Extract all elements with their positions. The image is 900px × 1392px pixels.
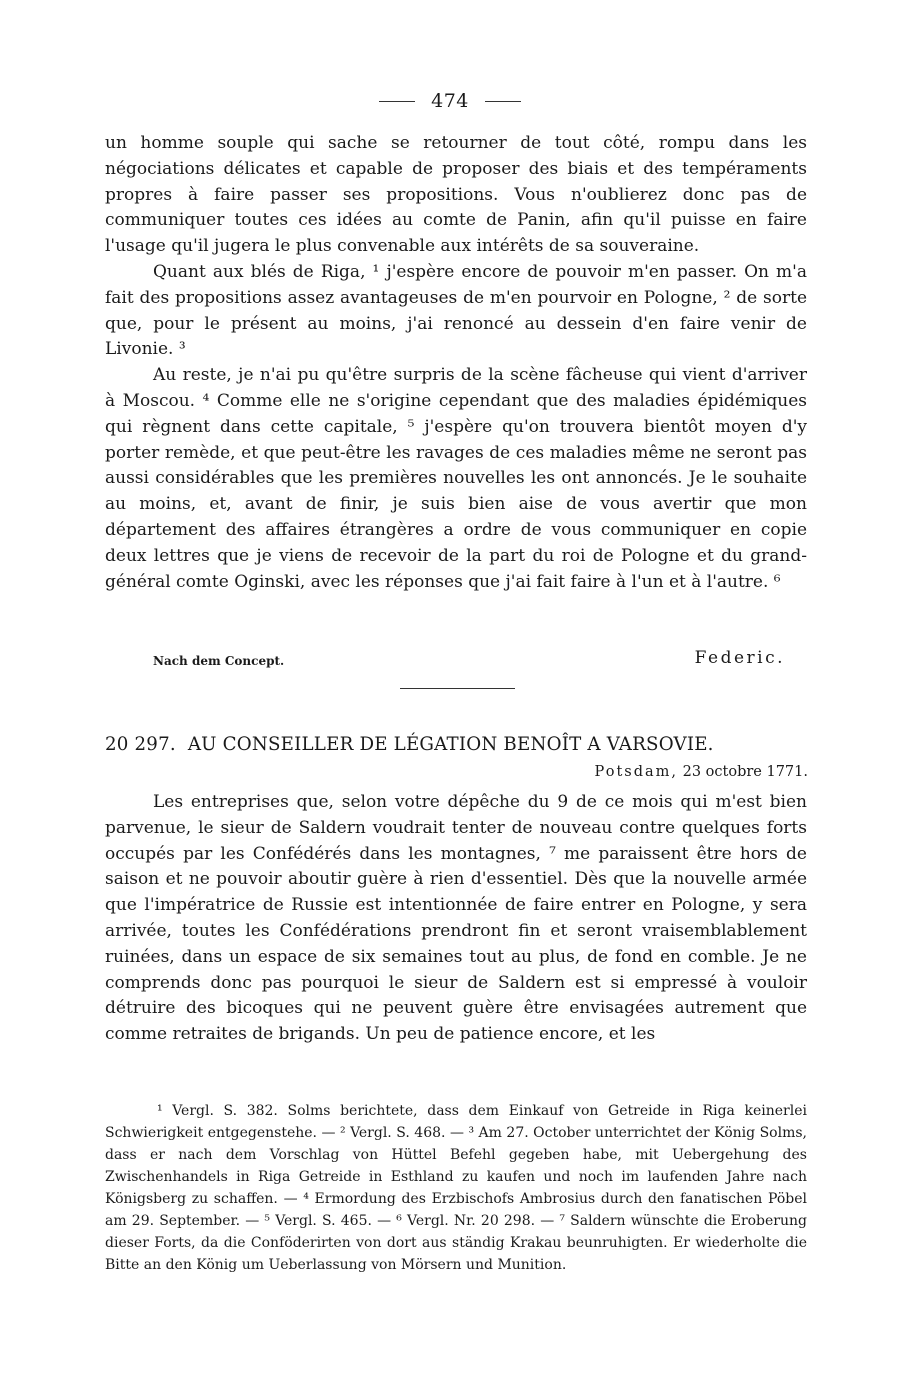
letter-number: 20 297.	[105, 734, 176, 755]
letter-body	[105, 790, 807, 1048]
page-header	[0, 88, 900, 114]
letter-title: AU CONSEILLER DE LÉGATION BENOÎT A VARSOVIE.	[187, 734, 714, 755]
signature: Federic.	[694, 648, 785, 668]
source-note: Nach dem Concept.	[153, 654, 285, 668]
header-rule-right	[485, 101, 521, 102]
footnote-block: ¹ Vergl. S. 382. Solms berichtete, dass dem Einkauf von Getreide in Riga keinerlei Schwierigkeit entgegenstehe. — ² Vergl. S. 468. — ³ Am 27. October unterrichtet der König Solms, dass er nach dem Vorschlag von Hüttel Befehl gegeben habe, mit Uebergehung des Zwischenhandels in Riga Getreide in Esthland zu kaufen und noch im laufenden Jahre nach Königsberg zu schaffen. — ⁴ Ermordung des Erzbischofs Ambrosius durch den fanatischen Pöbel am 29. September. — ⁵ Vergl. S. 465. — ⁶ Vergl. Nr. 20 298. — ⁷ Saldern wünschte die Eroberung dieser Forts, da die Conföderirten von dort aus ständig Krakau beunruhigten. Er wiederholte die Bitte an den König um Ueberlassung von Mörsern und Munition.	[105, 1103, 807, 1273]
paragraph: un homme souple qui sache se retourner de tout côté, rompu dans les négociations délicates et capable de proposer des biais et des tempéraments propres à faire passer ses propositions. Vous n'oublierez donc pas de communiquer toutes ces idées au comte de Panin, afin qu'il puisse en faire l'usage qu'il jugera le plus convenable aux intérêts de sa souveraine.	[105, 133, 807, 257]
dateline-date: 23 octobre 1771.	[682, 764, 808, 780]
section-divider	[400, 688, 515, 689]
continued-letter-body	[105, 131, 807, 595]
paragraph: Les entreprises que, selon votre dépêche du 9 de ce mois qui m'est bien parvenue, le sieur de Saldern voudrait tenter de nouveau contre quelques forts occupés par les Confédérés dans les montagnes, ⁷ me paraissent être hors de saison et ne pouvoir aboutir guère à rien d'essentiel. Dès que la nouvelle armée que l'impératrice de Russie est intentionnée de faire entrer en Pologne, y sera arrivée, toutes les Confédérations prendront fin et seront vraisemblablement ruinées, dans un espace de six semaines tout au plus, de fond en comble. Je ne comprends donc pas pourquoi le sieur de Saldern est si empressé à vouloir détruire des bicoques qui ne peuvent guère être envisagées autrement que comme retraites de brigands. Un peu de patience encore, et les	[105, 792, 807, 1045]
dateline-place: Potsdam,	[594, 764, 678, 780]
header-rule-left	[379, 101, 415, 102]
paragraph: Au reste, je n'ai pu qu'être surpris de la scène fâcheuse qui vient d'arriver à Moscou. ⁴ Comme elle ne s'origine cependant que des maladies épidémiques qui règnent dans cette capitale, ⁵ j'espère qu'on trouvera bientôt moyen d'y porter remède, et que peut-être les ravages de ces maladies même ne seront pas aussi considérables que les premières nouvelles les ont annoncés. Je le souhaite au moins, et, avant de finir, je suis bien aise de vous avertir que mon département des affaires étrangères a ordre de vous communiquer en copie deux lettres que je viens de recevoir de la part du roi de Pologne et du grand-général comte Oginski, avec les réponses que j'ai fait faire à l'un et à l'autre. ⁶	[105, 365, 807, 592]
page-number: 474	[431, 90, 469, 112]
closing-row	[105, 648, 807, 674]
letter-heading	[105, 734, 807, 755]
paragraph: Quant aux blés de Riga, ¹ j'espère encore de pouvoir m'en passer. On m'a fait des propositions assez avantageuses de m'en pourvoir en Pologne, ² de sorte que, pour le présent au moins, j'ai renoncé au dessein d'en faire venir de Livonie. ³	[105, 261, 807, 360]
dateline	[595, 764, 808, 780]
footnotes	[105, 1100, 807, 1276]
